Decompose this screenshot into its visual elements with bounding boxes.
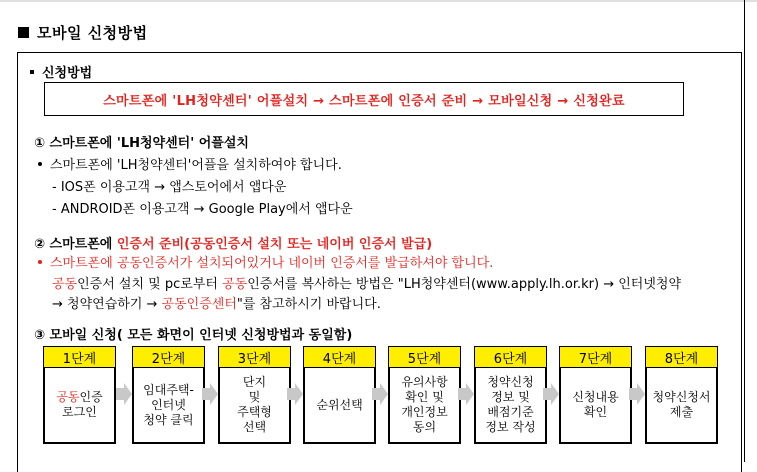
step2-desc bbox=[38, 252, 493, 271]
text-segment: 인증서를 복사하는 방법은 "LH청약센터(www.apply.lh.or.kr) → 인터넷청약 bbox=[247, 277, 682, 292]
bullet-icon bbox=[38, 162, 42, 166]
arrow-right-icon bbox=[116, 383, 132, 405]
section-title bbox=[18, 22, 148, 43]
stage-body-text: 청약신청 정보 및 배점기준 정보 작성 bbox=[485, 375, 536, 434]
stage-8 bbox=[645, 346, 718, 444]
stage-head: 8단계 bbox=[645, 346, 718, 368]
section-title-text: 모바일 신청방법 bbox=[37, 24, 148, 42]
text-segment: "를 참고하시기 바랍니다. bbox=[236, 297, 381, 312]
arrow-right-icon bbox=[287, 383, 303, 405]
step2-desc-text: 스마트폰에 공동인증서가 설치되어있거나 네이버 인증서를 발급하셔야 합니다. bbox=[50, 256, 494, 271]
stage-body-text: 인증 로그인 bbox=[62, 390, 103, 419]
stage-body-text: 유의사항 확인 및 개인정보 동의 bbox=[401, 375, 448, 434]
step1-ios: - IOS폰 이용고객 → 앱스토어에서 앱다운 bbox=[52, 180, 287, 195]
square-bullet-icon bbox=[18, 27, 29, 38]
stage-7 bbox=[559, 346, 632, 444]
step1-title: ① 스마트폰에 'LH청약센터' 어플설치 bbox=[34, 136, 249, 151]
stage-body-text: 임대주택- 인터넷 청약 클릭 bbox=[143, 382, 194, 427]
highlight-word: 공동 bbox=[56, 390, 80, 404]
step2-line2 bbox=[52, 273, 681, 292]
highlight-word: 공동 bbox=[52, 277, 78, 292]
top-rule bbox=[0, 0, 757, 2]
stage-body bbox=[132, 368, 205, 444]
stage-4 bbox=[303, 346, 376, 444]
stage-body bbox=[43, 368, 116, 444]
flow-summary-text: 스마트폰에 'LH청약센터' 어플설치 → 스마트폰에 인증서 준비 → 모바일신청 → 신청완료 bbox=[103, 93, 625, 109]
stage-body bbox=[388, 368, 461, 444]
stage-head: 7단계 bbox=[559, 346, 632, 368]
highlight-word: 공동 bbox=[222, 277, 248, 292]
arrow-right-icon bbox=[629, 383, 645, 405]
stage-body bbox=[218, 368, 291, 444]
stage-head: 2단계 bbox=[132, 346, 205, 368]
stage-6 bbox=[474, 346, 547, 444]
stage-head: 3단계 bbox=[218, 346, 291, 368]
step1-desc bbox=[38, 154, 342, 173]
stage-head: 5단계 bbox=[388, 346, 461, 368]
arrow-right-icon bbox=[372, 383, 388, 405]
stage-body-text: 순위선택 bbox=[316, 397, 363, 412]
highlight-word: 공동인증센터 bbox=[161, 297, 237, 312]
subsection-title-text: 신청방법 bbox=[42, 66, 93, 81]
stage-body-text: 단지 및 주택형 선택 bbox=[237, 375, 272, 434]
text-segment: 인증서 설치 및 pc로부터 bbox=[77, 277, 223, 292]
bullet-icon bbox=[38, 260, 42, 264]
stage-body bbox=[645, 368, 718, 444]
stage-3 bbox=[218, 346, 291, 444]
stage-body-text: 청약신청서 제출 bbox=[652, 390, 711, 419]
arrow-right-icon bbox=[458, 383, 474, 405]
step3-title: ③ 모바일 신청( 모든 화면이 인터넷 신청방법과 동일함) bbox=[34, 328, 353, 343]
stage-1 bbox=[43, 346, 116, 444]
step2-title bbox=[34, 233, 432, 252]
stage-head: 4단계 bbox=[303, 346, 376, 368]
step1-android: - ANDROID폰 이용고객 → Google Play에서 앱다운 bbox=[52, 202, 353, 217]
stage-body bbox=[303, 368, 376, 444]
stage-head: 6단계 bbox=[474, 346, 547, 368]
step2-title-highlight: 인증서 준비(공동인증서 설치 또는 네이버 인증서 발급) bbox=[116, 237, 433, 252]
stage-body-text: 신청내용 확인 bbox=[572, 390, 619, 419]
arrow-right-icon bbox=[543, 383, 559, 405]
step2-line3 bbox=[52, 293, 381, 312]
stage-head: 1단계 bbox=[43, 346, 116, 368]
stage-2 bbox=[132, 346, 205, 444]
subsection-title bbox=[30, 62, 92, 81]
flow-summary-box bbox=[44, 82, 684, 116]
text-segment: → 청약연습하기 → bbox=[52, 297, 162, 312]
stage-body bbox=[559, 368, 632, 444]
stage-5 bbox=[388, 346, 461, 444]
arrow-right-icon bbox=[202, 383, 218, 405]
bullet-icon bbox=[30, 70, 34, 74]
step1-desc-text: 스마트폰에 'LH청약센터'어플을 설치하여야 합니다. bbox=[50, 158, 342, 173]
step2-title-prefix: ② 스마트폰에 bbox=[34, 237, 117, 252]
right-border bbox=[744, 0, 745, 462]
stage-body bbox=[474, 368, 547, 444]
